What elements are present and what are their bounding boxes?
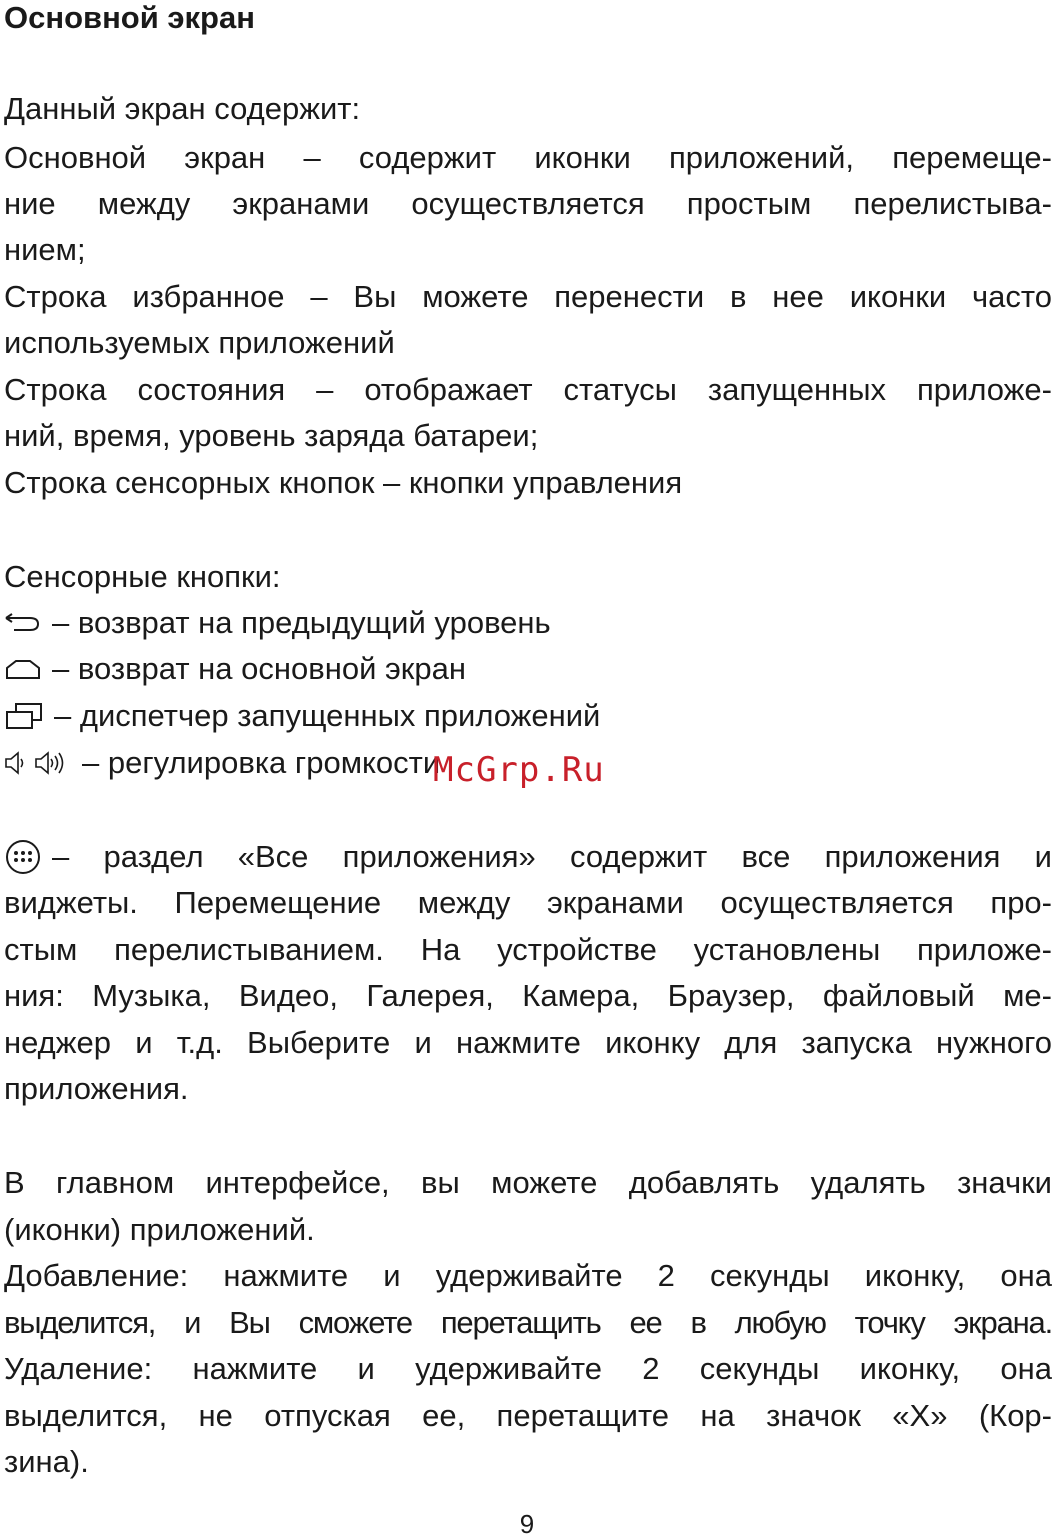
all-apps-icon [4, 838, 42, 876]
touch-button-row [4, 697, 600, 735]
paragraph-line: В главном интерфейсе, вы можете добавлять удалять значки [4, 1165, 1052, 1200]
touch-button-description: – регулировка громкости [82, 745, 441, 780]
watermark: McGrp.Ru [433, 750, 605, 790]
touch-button-description: – возврат на основной экран [52, 651, 466, 686]
touch-button-description: – возврат на предыдущий уровень [52, 605, 551, 640]
paragraph-line: используемых приложений [4, 325, 395, 360]
paragraph-line: ние между экранами осуществляется простым перелистыва- [4, 186, 1052, 221]
back-arrow-icon [4, 612, 42, 634]
touch-button-row [4, 744, 440, 782]
paragraph-line: выделится, не отпуская ее, перетащите на значок «X» (Кор- [4, 1398, 1052, 1433]
paragraph-line: Строка сенсорных кнопок – кнопки управления [4, 465, 683, 500]
home-icon [4, 658, 42, 680]
paragraph-line: Основной экран – содержит иконки приложений, перемеще- [4, 140, 1052, 175]
paragraph-line: виджеты. Перемещение между экранами осуществляется про- [4, 885, 1052, 920]
paragraph-line: Строка избранное – Вы можете перенести в нее иконки часто [4, 279, 1052, 314]
touch-button-description: – диспетчер запущенных приложений [54, 698, 601, 733]
intro-text: Данный экран содержит: [4, 91, 361, 126]
all-apps-description: – раздел «Все приложения» содержит все приложения и [52, 839, 1052, 874]
touch-button-row [4, 604, 551, 642]
paragraph-line: Удаление: нажмите и удерживайте 2 секунды иконку, она [4, 1351, 1052, 1386]
paragraph-line: Добавление: нажмите и удерживайте 2 секунды иконку, она [4, 1258, 1052, 1293]
page-number: 9 [519, 1509, 535, 1539]
paragraph-line: (иконки) приложений. [4, 1212, 315, 1247]
paragraph-line: зина). [4, 1444, 89, 1479]
recent-apps-icon [4, 701, 44, 731]
touch-button-row [4, 650, 466, 688]
paragraph-line: стым перелистыванием. На устройстве установлены приложе- [4, 932, 1052, 967]
paragraph-line: ний, время, уровень заряда батареи; [4, 418, 539, 453]
paragraph-line: приложения. [4, 1071, 189, 1106]
paragraph-line: Строка состояния – отображает статусы запущенных приложе- [4, 372, 1052, 407]
paragraph-line [4, 838, 1052, 876]
paragraph-line: выделится, и Вы сможете перетащить ее в любую точку экрана. [4, 1305, 1052, 1340]
paragraph-line: ния: Музыка, Видео, Галерея, Камера, Браузер, файловый ме- [4, 978, 1052, 1013]
touch-buttons-heading: Сенсорные кнопки: [4, 559, 281, 594]
page-title: Основной экран [4, 0, 255, 35]
paragraph-line: неджер и т.д. Выберите и нажмите иконку для запуска нужного [4, 1025, 1052, 1060]
paragraph-line: нием; [4, 232, 86, 267]
volume-icon [4, 750, 72, 776]
